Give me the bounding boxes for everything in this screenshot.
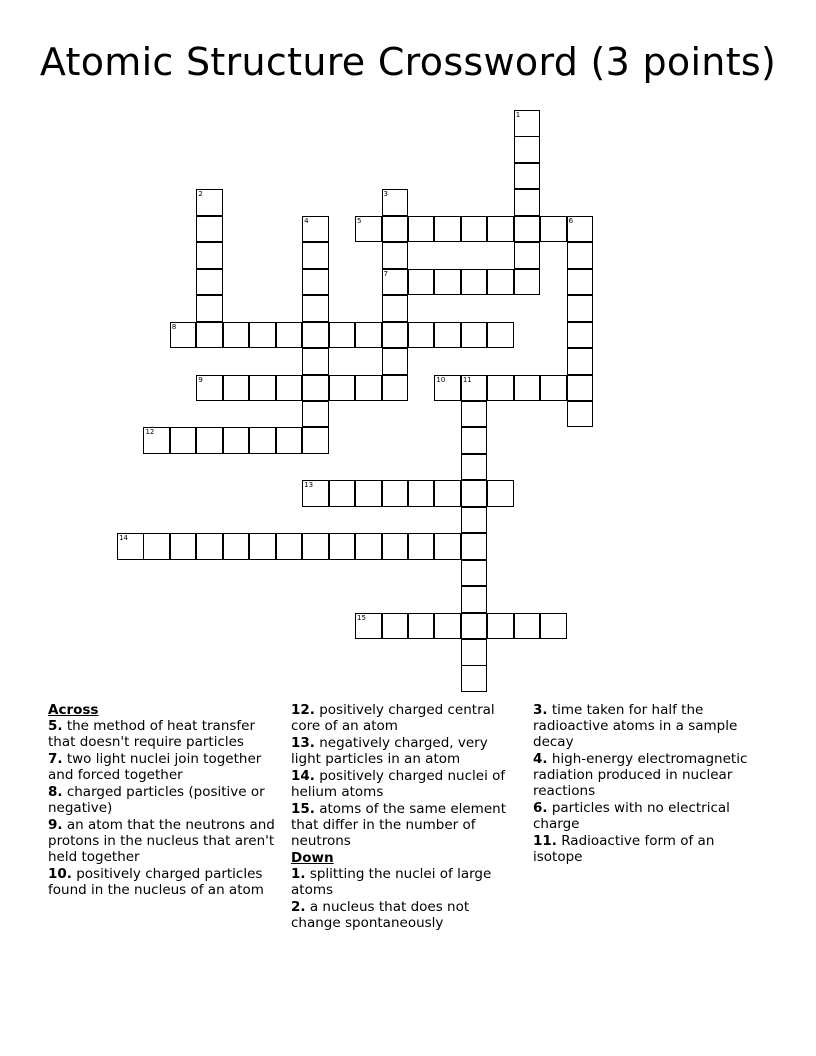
crossword-cell[interactable] <box>487 480 514 507</box>
crossword-cell[interactable] <box>196 533 223 560</box>
crossword-cell[interactable] <box>461 401 488 428</box>
crossword-cell[interactable] <box>196 189 223 216</box>
crossword-cell[interactable] <box>249 533 276 560</box>
crossword-cell[interactable] <box>196 269 223 296</box>
clue-across-9 <box>48 817 280 865</box>
clue-number: 7. <box>48 751 63 767</box>
clue-text: negatively charged, very light particles in an atom <box>291 735 488 767</box>
clue-across-10 <box>48 866 280 898</box>
clue-down-1 <box>291 866 519 898</box>
clue-text: Radioactive form of an isotope <box>533 833 715 865</box>
clue-down-2 <box>291 899 519 931</box>
crossword-cell[interactable] <box>514 375 541 402</box>
crossword-cell[interactable] <box>514 136 541 163</box>
crossword-cell[interactable] <box>514 189 541 216</box>
crossword-cell[interactable] <box>170 322 197 349</box>
crossword-cell[interactable] <box>249 375 276 402</box>
clue-number: 2. <box>291 899 306 915</box>
crossword-cell[interactable] <box>249 322 276 349</box>
cell-number: 7 <box>383 269 388 278</box>
cell-number: 3 <box>383 190 388 199</box>
crossword-cell[interactable] <box>461 586 488 613</box>
crossword-cell[interactable] <box>276 375 303 402</box>
crossword-cell[interactable] <box>223 533 250 560</box>
page-title: Atomic Structure Crossword (3 points) <box>39 40 777 84</box>
crossword-cell[interactable] <box>329 375 356 402</box>
clue-text: high-energy electromagnetic radiation produced in nuclear reactions <box>533 751 748 799</box>
crossword-cell[interactable] <box>382 348 409 375</box>
crossword-cell[interactable] <box>382 216 409 243</box>
cell-number: 4 <box>304 216 309 225</box>
crossword-cell[interactable] <box>329 322 356 349</box>
cell-number: 8 <box>171 322 177 331</box>
crossword-cell[interactable] <box>434 322 461 349</box>
crossword-cell[interactable] <box>196 295 223 322</box>
crossword-cell[interactable] <box>461 665 488 692</box>
clues-column-3 <box>533 702 763 866</box>
crossword-cell[interactable] <box>408 269 435 296</box>
crossword-cell[interactable] <box>302 322 329 349</box>
clue-number: 10. <box>48 866 72 882</box>
crossword-cell[interactable] <box>461 639 488 666</box>
crossword-cell[interactable] <box>567 322 594 349</box>
clue-number: 12. <box>291 702 315 718</box>
cell-number: 11 <box>462 375 472 384</box>
crossword-cell[interactable] <box>302 348 329 375</box>
crossword-cell[interactable] <box>249 427 276 454</box>
crossword-cell[interactable] <box>382 533 409 560</box>
clue-number: 13. <box>291 735 315 751</box>
crossword-cell[interactable] <box>461 375 488 402</box>
crossword-cell[interactable] <box>355 322 382 349</box>
crossword-cell[interactable] <box>567 375 594 402</box>
crossword-cell[interactable] <box>143 533 170 560</box>
crossword-cell[interactable] <box>567 295 594 322</box>
clue-down-6 <box>533 800 763 832</box>
crossword-cell[interactable] <box>408 533 435 560</box>
crossword-cell[interactable] <box>302 242 329 269</box>
crossword-cell[interactable] <box>355 216 382 243</box>
clue-text: particles with no electrical charge <box>533 800 730 832</box>
cell-number: 6 <box>568 216 574 225</box>
crossword-cell[interactable] <box>117 533 144 560</box>
crossword-cell[interactable] <box>196 322 223 349</box>
crossword-cell[interactable] <box>461 216 488 243</box>
crossword-cell[interactable] <box>434 375 461 402</box>
crossword-cell[interactable] <box>461 480 488 507</box>
cell-number: 2 <box>198 190 203 199</box>
crossword-cell[interactable] <box>408 216 435 243</box>
clue-number: 1. <box>291 866 306 882</box>
crossword-cell[interactable] <box>170 427 197 454</box>
crossword-cell[interactable] <box>567 242 594 269</box>
crossword-cell[interactable] <box>434 269 461 296</box>
clue-number: 6. <box>533 800 548 816</box>
crossword-cell[interactable] <box>434 533 461 560</box>
crossword-cell[interactable] <box>170 533 197 560</box>
crossword-cell[interactable] <box>514 110 541 137</box>
crossword-cell[interactable] <box>302 533 329 560</box>
crossword-cell[interactable] <box>329 533 356 560</box>
crossword-cell[interactable] <box>382 242 409 269</box>
clue-number: 5. <box>48 718 63 734</box>
crossword-cell[interactable] <box>514 163 541 190</box>
crossword-cell[interactable] <box>461 269 488 296</box>
crossword-cell[interactable] <box>382 322 409 349</box>
crossword-cell[interactable] <box>382 613 409 640</box>
crossword-cell[interactable] <box>223 375 250 402</box>
clue-text: charged particles (positive or negative) <box>48 784 265 816</box>
clue-across-8 <box>48 784 280 816</box>
crossword-cell[interactable] <box>302 401 329 428</box>
clue-number: 15. <box>291 801 315 817</box>
crossword-cell[interactable] <box>302 375 329 402</box>
across-heading: Across <box>48 702 99 718</box>
crossword-cell[interactable] <box>461 560 488 587</box>
crossword-cell[interactable] <box>302 295 329 322</box>
crossword-cell[interactable] <box>302 269 329 296</box>
cell-number: 1 <box>515 111 521 119</box>
crossword-cell[interactable] <box>408 480 435 507</box>
clue-text: positively charged central core of an atom <box>291 702 495 734</box>
cell-number: 12 <box>145 428 155 437</box>
crossword-cell[interactable] <box>487 216 514 243</box>
crossword-cell[interactable] <box>302 216 329 243</box>
crossword-cell[interactable] <box>461 613 488 640</box>
crossword-cell[interactable] <box>461 427 488 454</box>
down-heading: Down <box>291 850 334 866</box>
crossword-cell[interactable] <box>461 507 488 534</box>
clue-text: two light nuclei join together and forced together <box>48 751 262 783</box>
crossword-cell[interactable] <box>461 454 488 481</box>
clue-number: 14. <box>291 768 315 784</box>
crossword-cell[interactable] <box>329 480 356 507</box>
crossword-cell[interactable] <box>567 269 594 296</box>
crossword-cell[interactable] <box>461 533 488 560</box>
crossword-cell[interactable] <box>302 480 329 507</box>
crossword-cell[interactable] <box>567 216 594 243</box>
cell-number: 10 <box>436 375 446 384</box>
crossword-cell[interactable] <box>567 401 594 428</box>
crossword-cell[interactable] <box>434 216 461 243</box>
crossword-cell[interactable] <box>276 427 303 454</box>
crossword-cell[interactable] <box>223 322 250 349</box>
clues-column-1 <box>48 702 280 899</box>
crossword-cell[interactable] <box>276 533 303 560</box>
crossword-cell[interactable] <box>302 427 329 454</box>
cell-number: 13 <box>304 481 314 490</box>
clue-down-4 <box>533 751 763 799</box>
crossword-cell[interactable] <box>567 348 594 375</box>
crossword-cell[interactable] <box>487 322 514 349</box>
crossword-cell[interactable] <box>276 322 303 349</box>
clue-text: time taken for half the radioactive atoms in a sample decay <box>533 702 738 750</box>
clue-number: 9. <box>48 817 63 833</box>
crossword-cell[interactable] <box>196 216 223 243</box>
crossword-cell[interactable] <box>434 613 461 640</box>
crossword-cell[interactable] <box>355 533 382 560</box>
clue-text: an atom that the neutrons and protons in the nucleus that aren't held together <box>48 817 275 865</box>
crossword-cell[interactable] <box>514 269 541 296</box>
crossword-cell[interactable] <box>487 613 514 640</box>
clue-text: the method of heat transfer that doesn't require particles <box>48 718 256 750</box>
crossword-cell[interactable] <box>355 613 382 640</box>
crossword-cell[interactable] <box>487 375 514 402</box>
crossword-cell[interactable] <box>355 375 382 402</box>
crossword-cell[interactable] <box>514 242 541 269</box>
clue-number: 3. <box>533 702 548 718</box>
clue-down-3 <box>533 702 763 750</box>
crossword-cell[interactable] <box>382 480 409 507</box>
crossword-cell[interactable] <box>196 375 223 402</box>
cell-number: 5 <box>357 216 362 225</box>
crossword-cell[interactable] <box>223 427 250 454</box>
crossword-cell[interactable] <box>355 480 382 507</box>
clue-number: 11. <box>533 833 557 849</box>
crossword-cell[interactable] <box>382 375 409 402</box>
clue-across-13 <box>291 735 519 767</box>
crossword-cell[interactable] <box>514 216 541 243</box>
crossword-cell[interactable] <box>514 613 541 640</box>
clue-number: 4. <box>533 751 548 767</box>
clue-text: a nucleus that does not change spontaneously <box>291 899 470 931</box>
crossword-cell[interactable] <box>408 613 435 640</box>
clue-number: 8. <box>48 784 63 800</box>
cell-number: 15 <box>357 613 366 622</box>
crossword-cell[interactable] <box>487 269 514 296</box>
crossword-cell[interactable] <box>540 216 567 243</box>
cell-number: 9 <box>198 375 203 384</box>
crossword-cell[interactable] <box>540 613 567 640</box>
clue-across-12 <box>291 702 519 734</box>
crossword-cell[interactable] <box>382 295 409 322</box>
crossword-cell[interactable] <box>461 322 488 349</box>
clue-down-11 <box>533 833 763 865</box>
crossword-cell[interactable] <box>196 242 223 269</box>
clue-text: positively charged particles found in the nucleus of an atom <box>48 866 264 898</box>
clue-text: splitting the nuclei of large atoms <box>291 866 492 898</box>
clue-across-5 <box>48 718 280 750</box>
clue-across-14 <box>291 768 519 800</box>
clue-across-7 <box>48 751 280 783</box>
cell-number: 14 <box>119 534 128 543</box>
crossword-cell[interactable] <box>540 375 567 402</box>
crossword-cell[interactable] <box>434 480 461 507</box>
clue-across-15 <box>291 801 519 849</box>
crossword-cell[interactable] <box>196 427 223 454</box>
clue-text: atoms of the same element that differ in the number of neutrons <box>291 801 506 849</box>
crossword-cell[interactable] <box>143 427 170 454</box>
crossword-cell[interactable] <box>408 322 435 349</box>
clues-column-2 <box>291 702 519 932</box>
clue-text: positively charged nuclei of helium atoms <box>291 768 506 800</box>
crossword-cell[interactable] <box>382 269 409 296</box>
crossword-cell[interactable] <box>382 189 409 216</box>
